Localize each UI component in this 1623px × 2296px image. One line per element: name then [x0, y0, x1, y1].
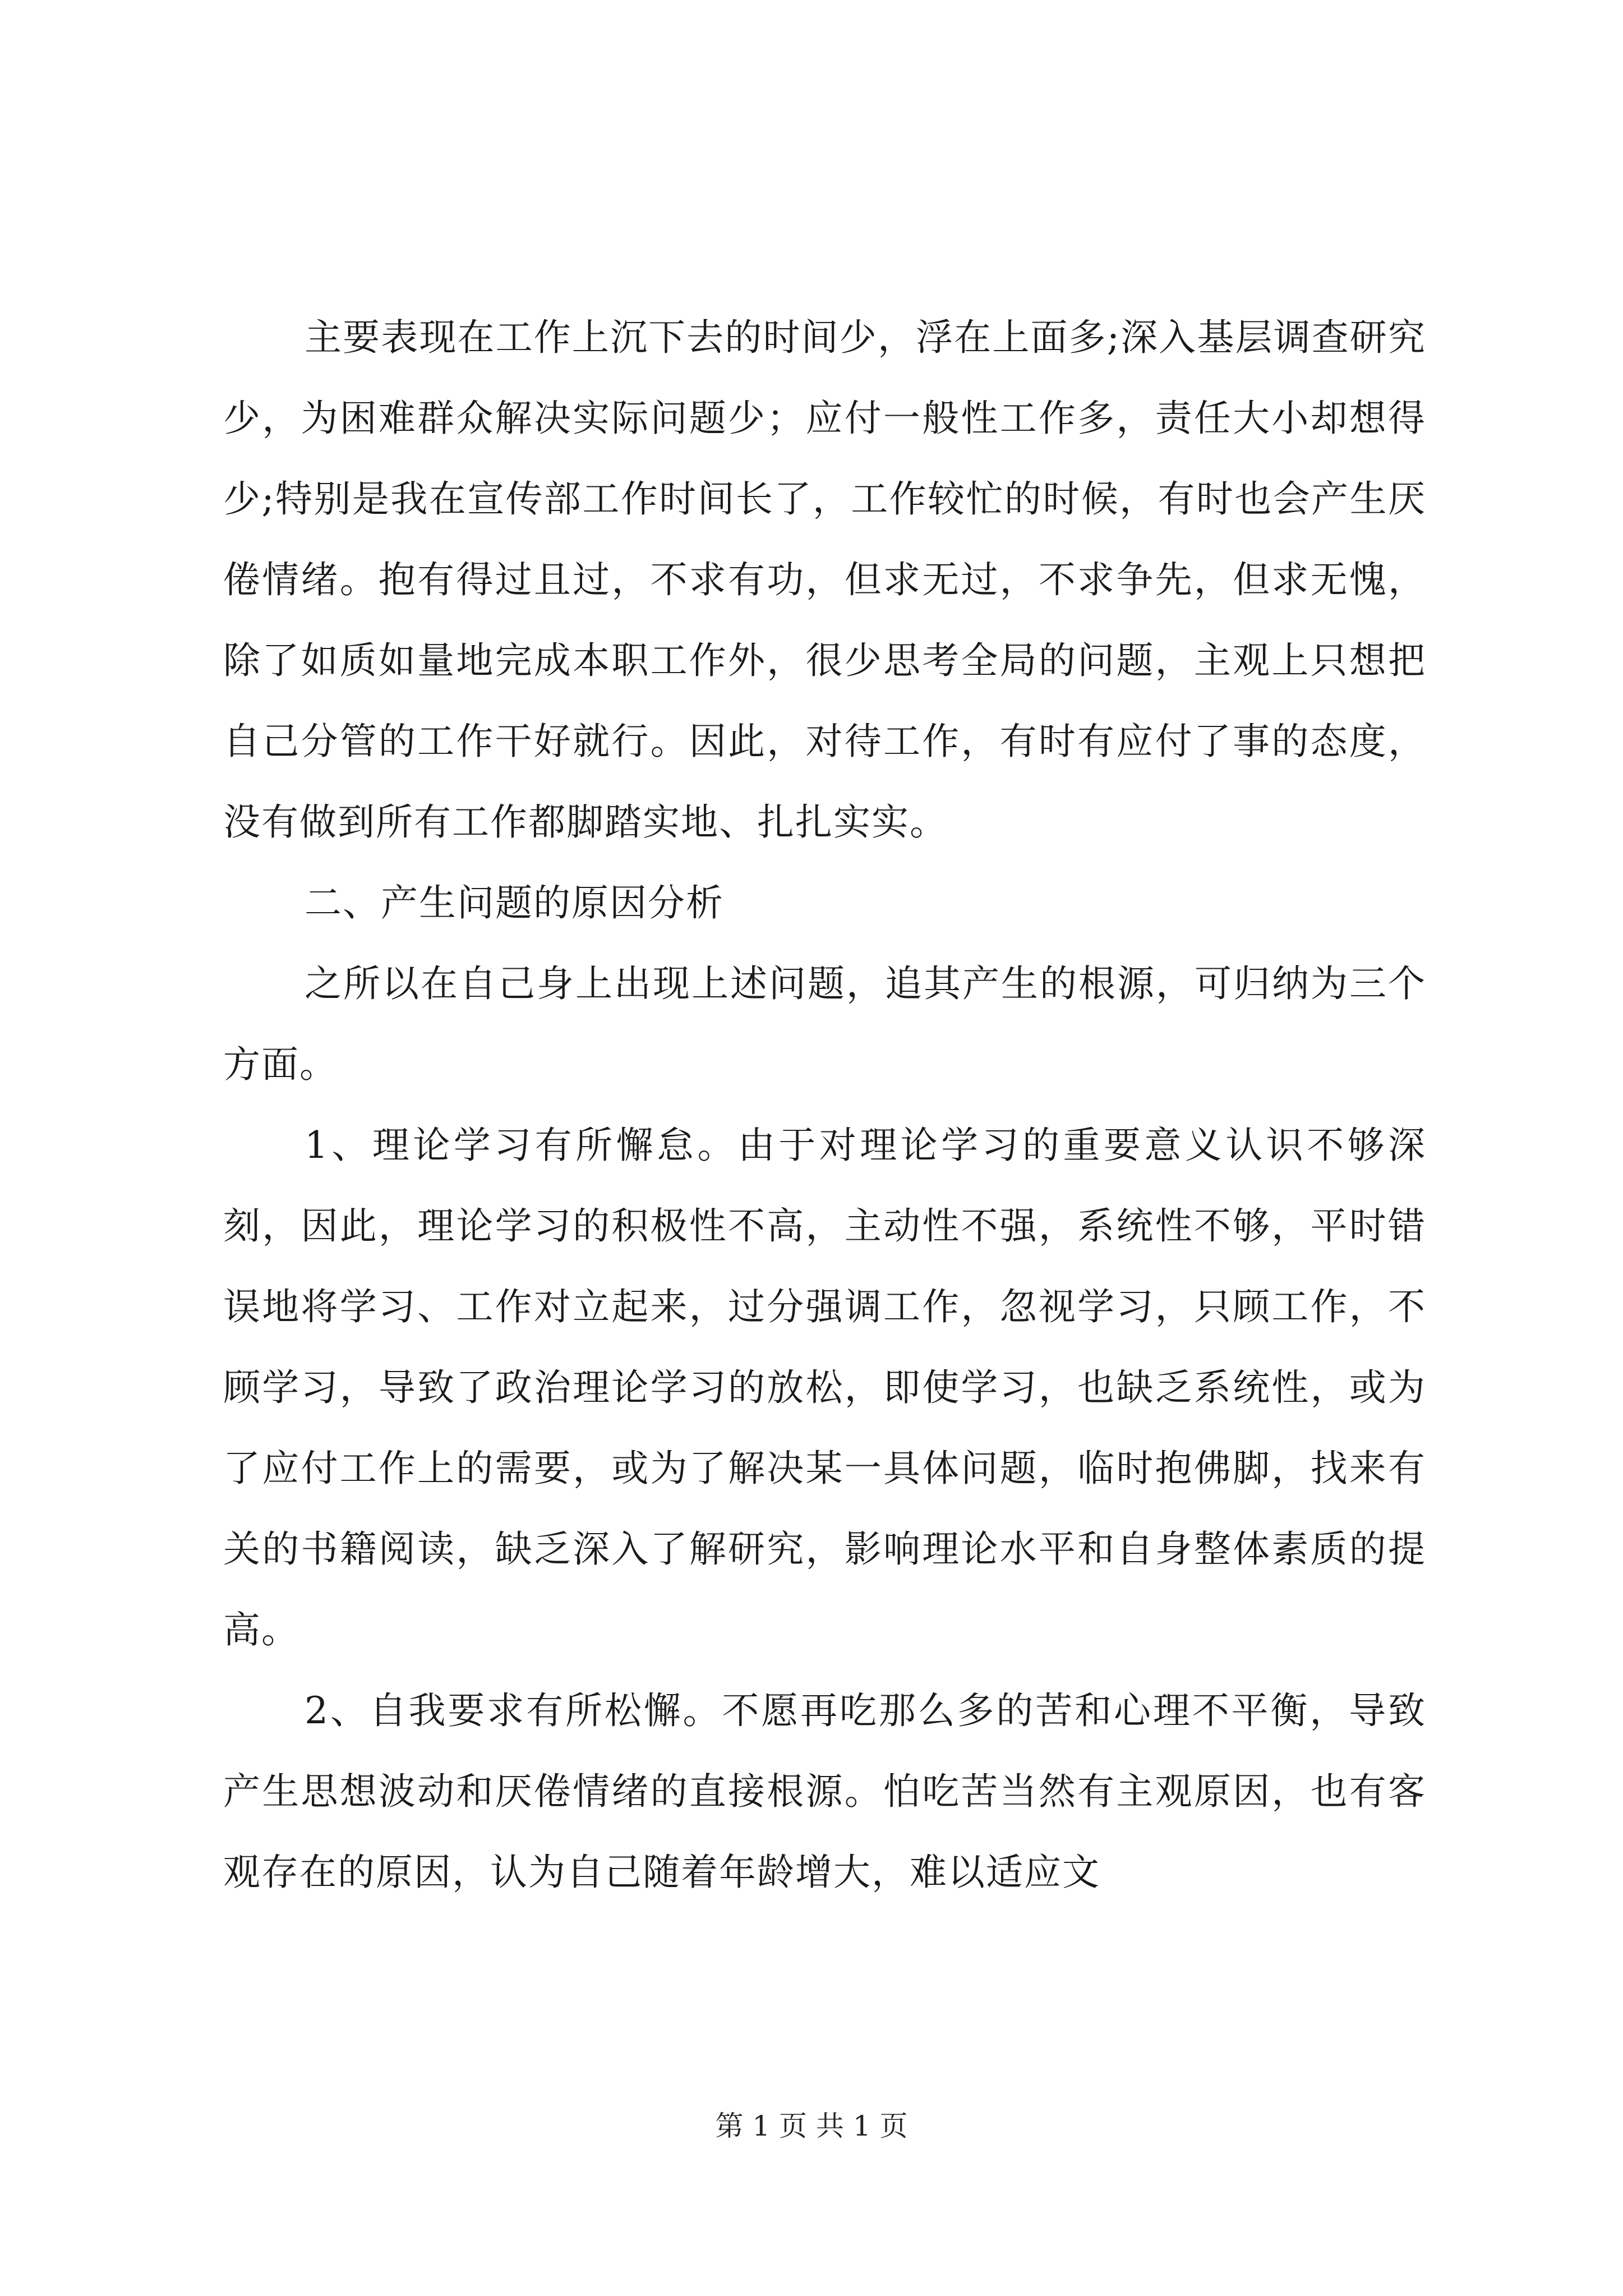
section-heading-cause-analysis: 二、产生问题的原因分析 — [305, 881, 724, 924]
page-footer: 第 1 页 共 1 页 — [715, 2110, 908, 2142]
paragraph-self-requirement: 2、自我要求有所松懈。不愿再吃那么多的苦和心理不平衡，导致产生思想波动和厌倦情绪的直接根源。怕吃苦当然有主观原因，也有客观存在的原因，认为自己随着年龄增大，难以适应文 — [223, 1689, 1426, 1894]
paragraph-cause-intro: 之所以在自己身上出现上述问题，追其产生的根源，可归纳为三个方面。 — [223, 962, 1426, 1086]
paragraph-work-attitude: 主要表现在工作上沉下去的时间少，浮在上面多;深入基层调查研究少，为困难群众解决实际问题少；应付一般性工作多，责任大小却想得少;特别是我在宣传部工作时间长了，工作较忙的时候，有时也会产生厌倦情绪。抱有得过且过，不求有功，但求无过，不求争先，但求无愧，除了如质如量地完成本职工作外，很少思考全局的问题，主观上只想把自己分管的工作干好就行。因此，对待工作，有时有应付了事的态度，没有做到所有工作都脚踏实地、扎扎实实。 — [223, 316, 1426, 844]
paragraph-theory-study: 1、理论学习有所懈怠。由于对理论学习的重要意义认识不够深刻，因此，理论学习的积极性不高，主动性不强，系统性不够，平时错误地将学习、工作对立起来，过分强调工作，忽视学习，只顾工作，不顾学习，导致了政治理论学习的放松，即使学习，也缺乏系统性，或为了应付工作上的需要，或为了解决某一具体问题，临时抱佛脚，找来有关的书籍阅读，缺乏深入了解研究，影响理论水平和自身整体素质的提高。 — [223, 1124, 1426, 1651]
document-body — [223, 297, 1426, 1913]
